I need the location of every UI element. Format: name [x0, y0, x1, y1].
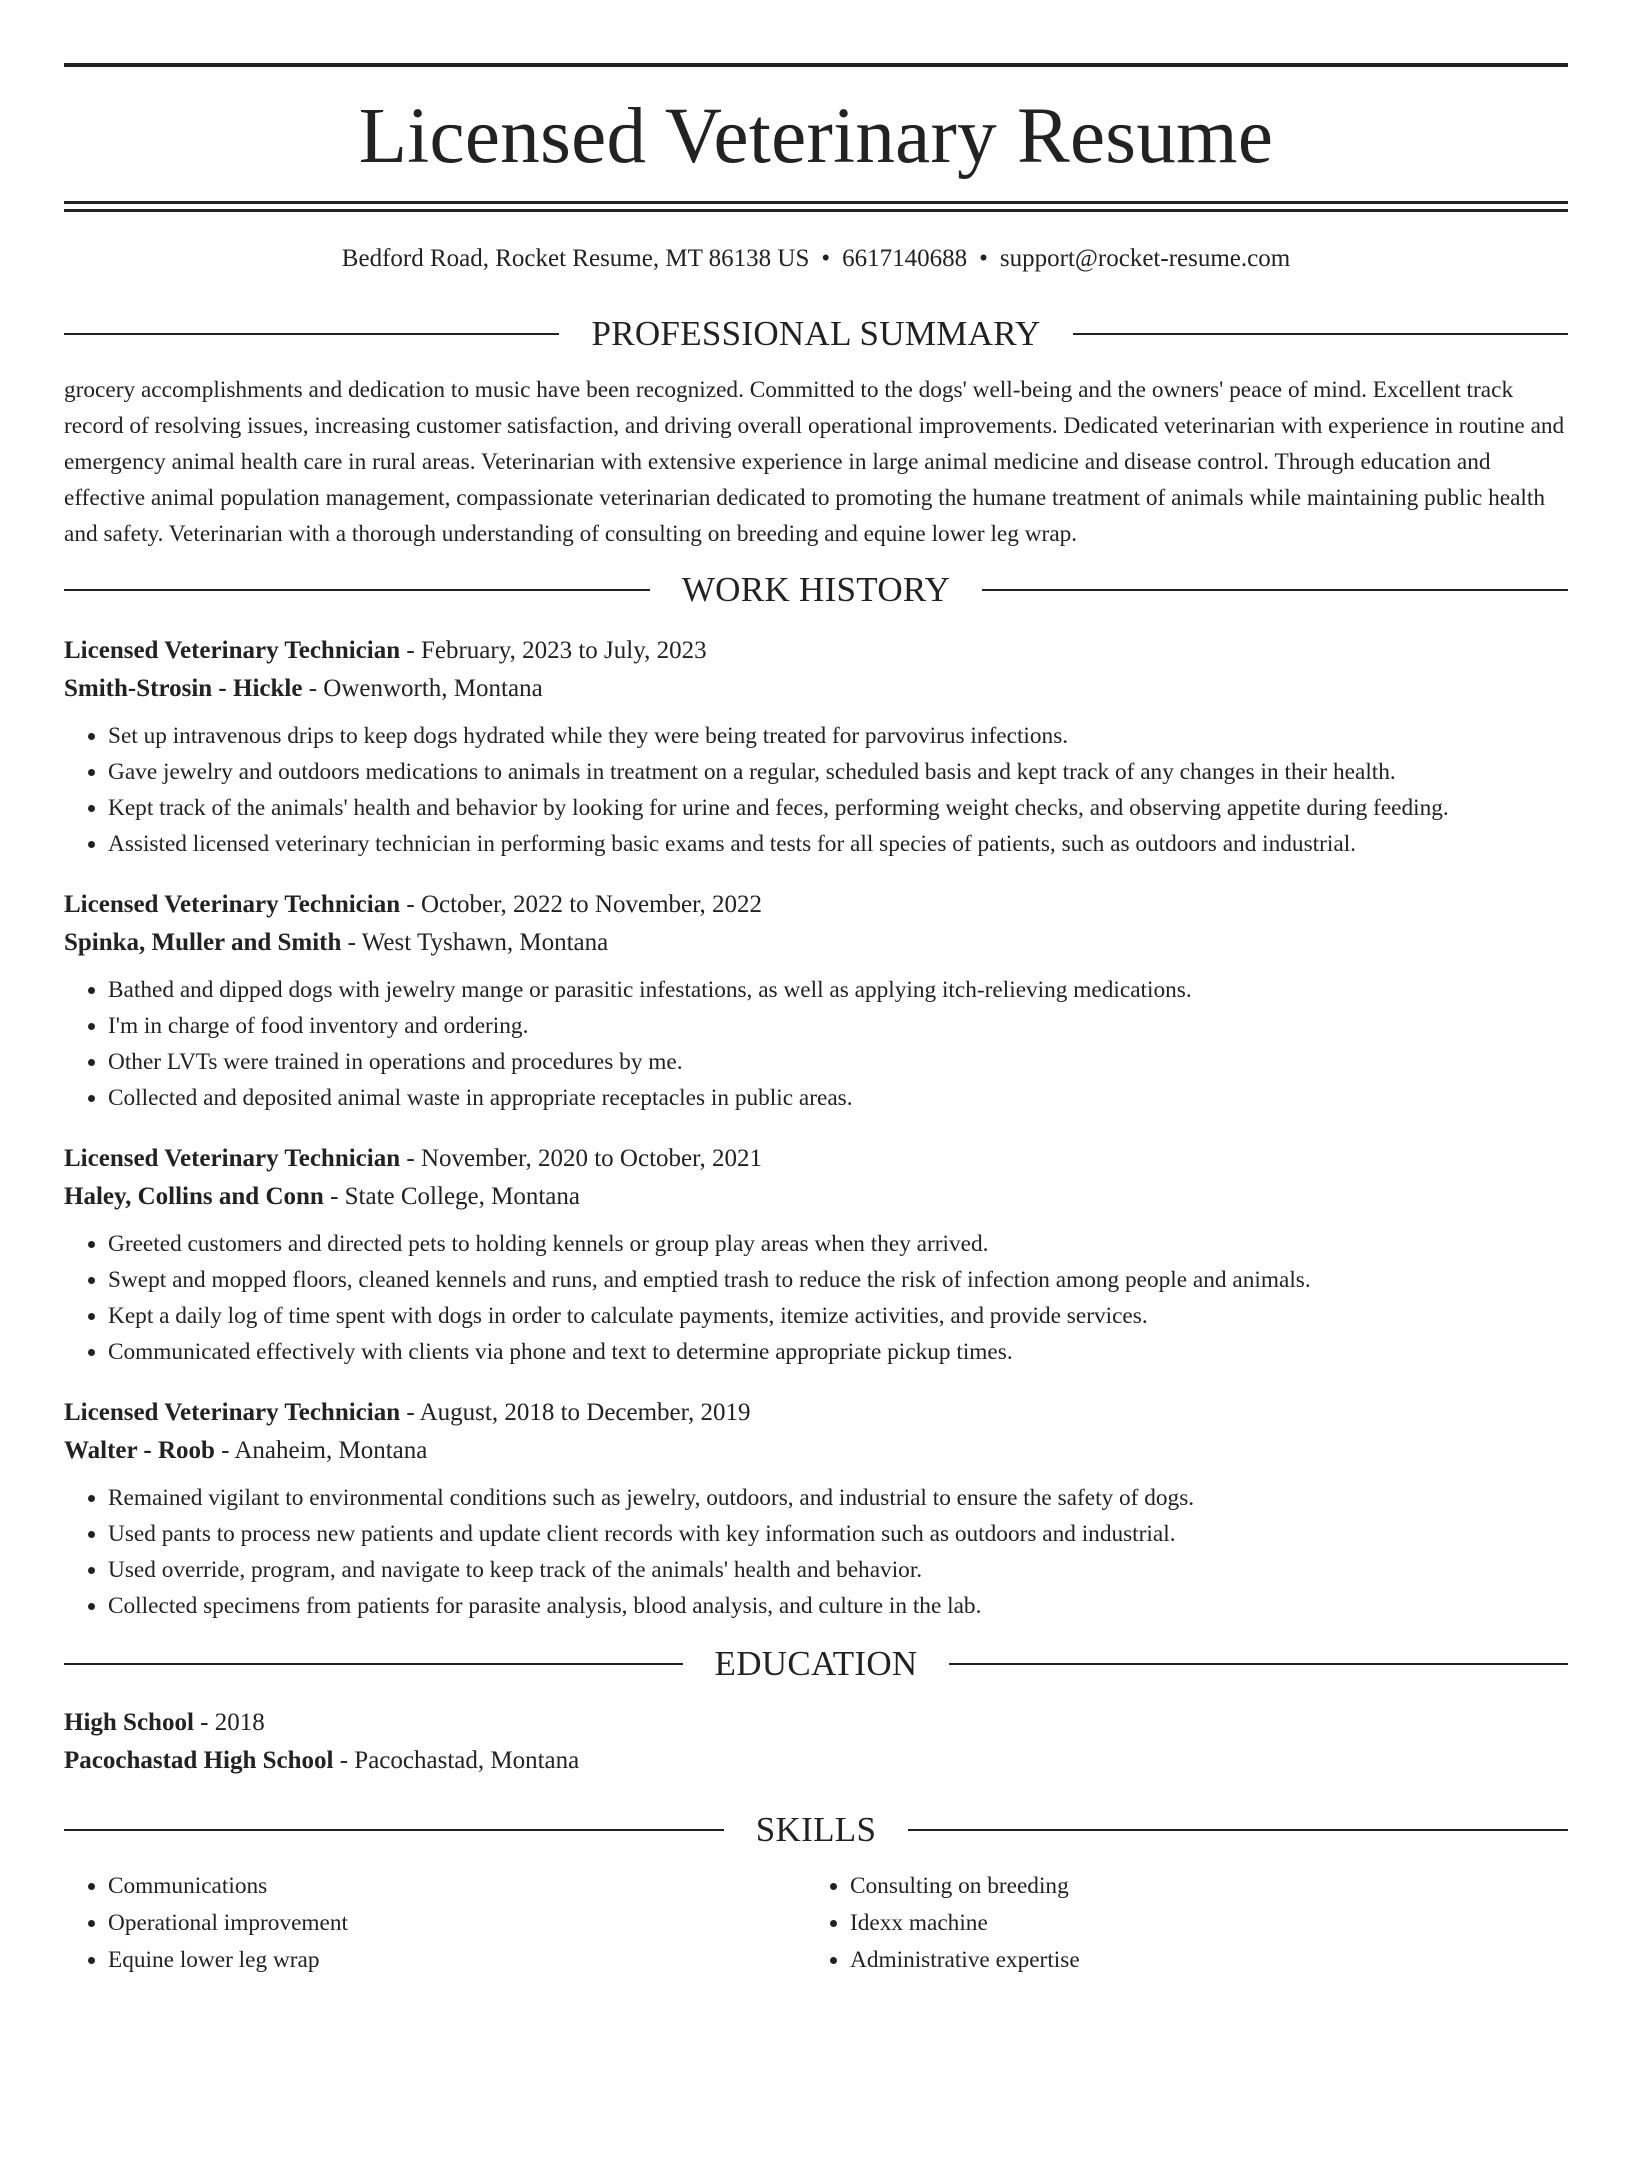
- section-rule-right: [1073, 333, 1568, 335]
- job-company: Smith-Strosin - Hickle: [64, 675, 303, 702]
- job-dates: - February, 2023 to July, 2023: [400, 637, 707, 664]
- job-bullet: • Used pants to process new patients and update client records with key information such as outdoors and industrial.: [108, 1516, 1568, 1552]
- job-bullet: • Other LVTs were trained in operations and procedures by me.: [108, 1044, 1568, 1080]
- job-bullet: • Swept and mopped floors, cleaned kennels and runs, and emptied trash to reduce the risk of infection among people and animals.: [108, 1262, 1568, 1298]
- education-entry: [64, 1704, 1568, 1780]
- contact-phone: 6617140688: [842, 245, 968, 272]
- section-rule-right: [908, 1829, 1568, 1831]
- job-company-line: [64, 670, 1568, 708]
- job-bullet: • Bathed and dipped dogs with jewelry mange or parasitic infestations, as well as applying itch-relieving medications.: [108, 972, 1568, 1008]
- section-title-education: EDUCATION: [714, 1644, 918, 1683]
- job-entry: [64, 632, 1568, 862]
- section-rule-right: [949, 1663, 1568, 1665]
- job-bullet: • I'm in charge of food inventory and ordering.: [108, 1008, 1568, 1044]
- education-year: - 2018: [193, 1709, 265, 1736]
- education-school: Pacochastad High School: [64, 1747, 334, 1774]
- section-rule-right: [982, 589, 1568, 591]
- section-header-education: [64, 1644, 1568, 1684]
- skill-item: • Communications: [108, 1868, 806, 1905]
- job-bullet: • Set up intravenous drips to keep dogs hydrated while they were being treated for parvovirus infections.: [108, 718, 1568, 754]
- job-entry: [64, 1394, 1568, 1624]
- contact-line: [64, 244, 1568, 274]
- job-bullet: • Collected and deposited animal waste in appropriate receptacles in public areas.: [108, 1080, 1568, 1116]
- education-school-line: [64, 1742, 1568, 1780]
- education-degree: High School: [64, 1709, 194, 1736]
- section-header-summary: [64, 314, 1568, 354]
- job-dates: - November, 2020 to October, 2021: [400, 1145, 762, 1172]
- skill-item: • Operational improvement: [108, 1905, 806, 1942]
- section-header-skills: [64, 1810, 1568, 1850]
- job-title: Licensed Veterinary Technician: [64, 1399, 401, 1426]
- contact-separator: •: [821, 245, 831, 272]
- job-bullets: [64, 1226, 1568, 1370]
- skill-item: • Consulting on breeding: [850, 1868, 1548, 1905]
- job-location: - West Tyshawn, Montana: [341, 929, 609, 956]
- skills-column-right: [806, 1868, 1548, 1979]
- title-double-rule: [64, 201, 1568, 212]
- job-bullet: • Assisted licensed veterinary technician in performing basic exams and tests for all species of patients, such as outdoors and industrial.: [108, 826, 1568, 862]
- summary-text: grocery accomplishments and dedication to music have been recognized. Committed to the dogs' well-being and the owners' peace of mind. Excellent track record of resolving issues, increasing customer satisfaction, and driving overall operational improvements. Dedicated veterinarian with experience in routine and emergency animal health care in rural areas. Veterinarian with extensive experience in large animal medicine and disease control. Through education and effective animal population management, compassionate veterinarian dedicated to promoting the humane treatment of animals while maintaining public health and safety. Veterinarian with a thorough understanding of consulting on breeding and equine lower leg wrap.: [64, 377, 1565, 547]
- job-title-line: [64, 632, 1568, 670]
- skill-item: • Administrative expertise: [850, 1942, 1548, 1979]
- job-bullets: [64, 972, 1568, 1116]
- resume-title: Licensed Veterinary Resume: [358, 93, 1274, 180]
- section-rule-left: [64, 333, 559, 335]
- education-location: - Pacochastad, Montana: [333, 1747, 580, 1774]
- section-rule-left: [64, 1829, 724, 1831]
- job-company: Spinka, Muller and Smith: [64, 929, 342, 956]
- job-bullet: • Kept a daily log of time spent with dogs in order to calculate payments, itemize activities, and provide services.: [108, 1298, 1568, 1334]
- job-title: Licensed Veterinary Technician: [64, 1145, 401, 1172]
- section-title-skills: SKILLS: [755, 1810, 877, 1849]
- job-location: - Anaheim, Montana: [214, 1437, 428, 1464]
- education-degree-line: [64, 1704, 1568, 1742]
- job-title: Licensed Veterinary Technician: [64, 637, 401, 664]
- job-location: - State College, Montana: [323, 1183, 581, 1210]
- job-title-line: [64, 886, 1568, 924]
- section-title-summary: PROFESSIONAL SUMMARY: [591, 314, 1041, 353]
- job-company: Walter - Roob: [64, 1437, 215, 1464]
- job-bullet: • Communicated effectively with clients via phone and text to determine appropriate pickup times.: [108, 1334, 1568, 1370]
- job-entry: [64, 1140, 1568, 1370]
- job-bullet: • Kept track of the animals' health and behavior by looking for urine and feces, performing weight checks, and observing appetite during feeding.: [108, 790, 1568, 826]
- skills-column-left: [64, 1868, 806, 1979]
- section-header-work: [64, 570, 1568, 610]
- job-entry: [64, 886, 1568, 1116]
- contact-address: Bedford Road, Rocket Resume, MT 86138 US: [341, 245, 810, 272]
- top-rule: [64, 63, 1568, 67]
- section-rule-left: [64, 589, 650, 591]
- job-bullets: [64, 1480, 1568, 1624]
- skills-grid: [64, 1868, 1568, 1979]
- job-company-line: [64, 1432, 1568, 1470]
- job-dates: - August, 2018 to December, 2019: [400, 1399, 751, 1426]
- job-bullet: • Greeted customers and directed pets to holding kennels or group play areas when they arrived.: [108, 1226, 1568, 1262]
- resume-page: [0, 63, 1632, 2175]
- work-history-list: [64, 632, 1568, 1624]
- section-rule-left: [64, 1663, 683, 1665]
- job-company: Haley, Collins and Conn: [64, 1183, 324, 1210]
- job-bullet: • Collected specimens from patients for parasite analysis, blood analysis, and culture in the lab.: [108, 1588, 1568, 1624]
- job-bullet: • Gave jewelry and outdoors medications to animals in treatment on a regular, scheduled basis and kept track of any changes in their health.: [108, 754, 1568, 790]
- job-location: - Owenworth, Montana: [302, 675, 543, 702]
- job-title-line: [64, 1394, 1568, 1432]
- job-bullet: • Remained vigilant to environmental conditions such as jewelry, outdoors, and industrial to ensure the safety of dogs.: [108, 1480, 1568, 1516]
- contact-email: support@rocket-resume.com: [999, 245, 1291, 272]
- contact-separator: •: [979, 245, 988, 272]
- job-dates: - October, 2022 to November, 2022: [400, 891, 762, 918]
- job-company-line: [64, 1178, 1568, 1216]
- job-title-line: [64, 1140, 1568, 1178]
- section-title-work: WORK HISTORY: [681, 570, 951, 609]
- job-bullets: [64, 718, 1568, 862]
- job-company-line: [64, 924, 1568, 962]
- skill-item: • Equine lower leg wrap: [108, 1942, 806, 1979]
- job-bullet: • Used override, program, and navigate to keep track of the animals' health and behavior.: [108, 1552, 1568, 1588]
- job-title: Licensed Veterinary Technician: [64, 891, 401, 918]
- skill-item: • Idexx machine: [850, 1905, 1548, 1942]
